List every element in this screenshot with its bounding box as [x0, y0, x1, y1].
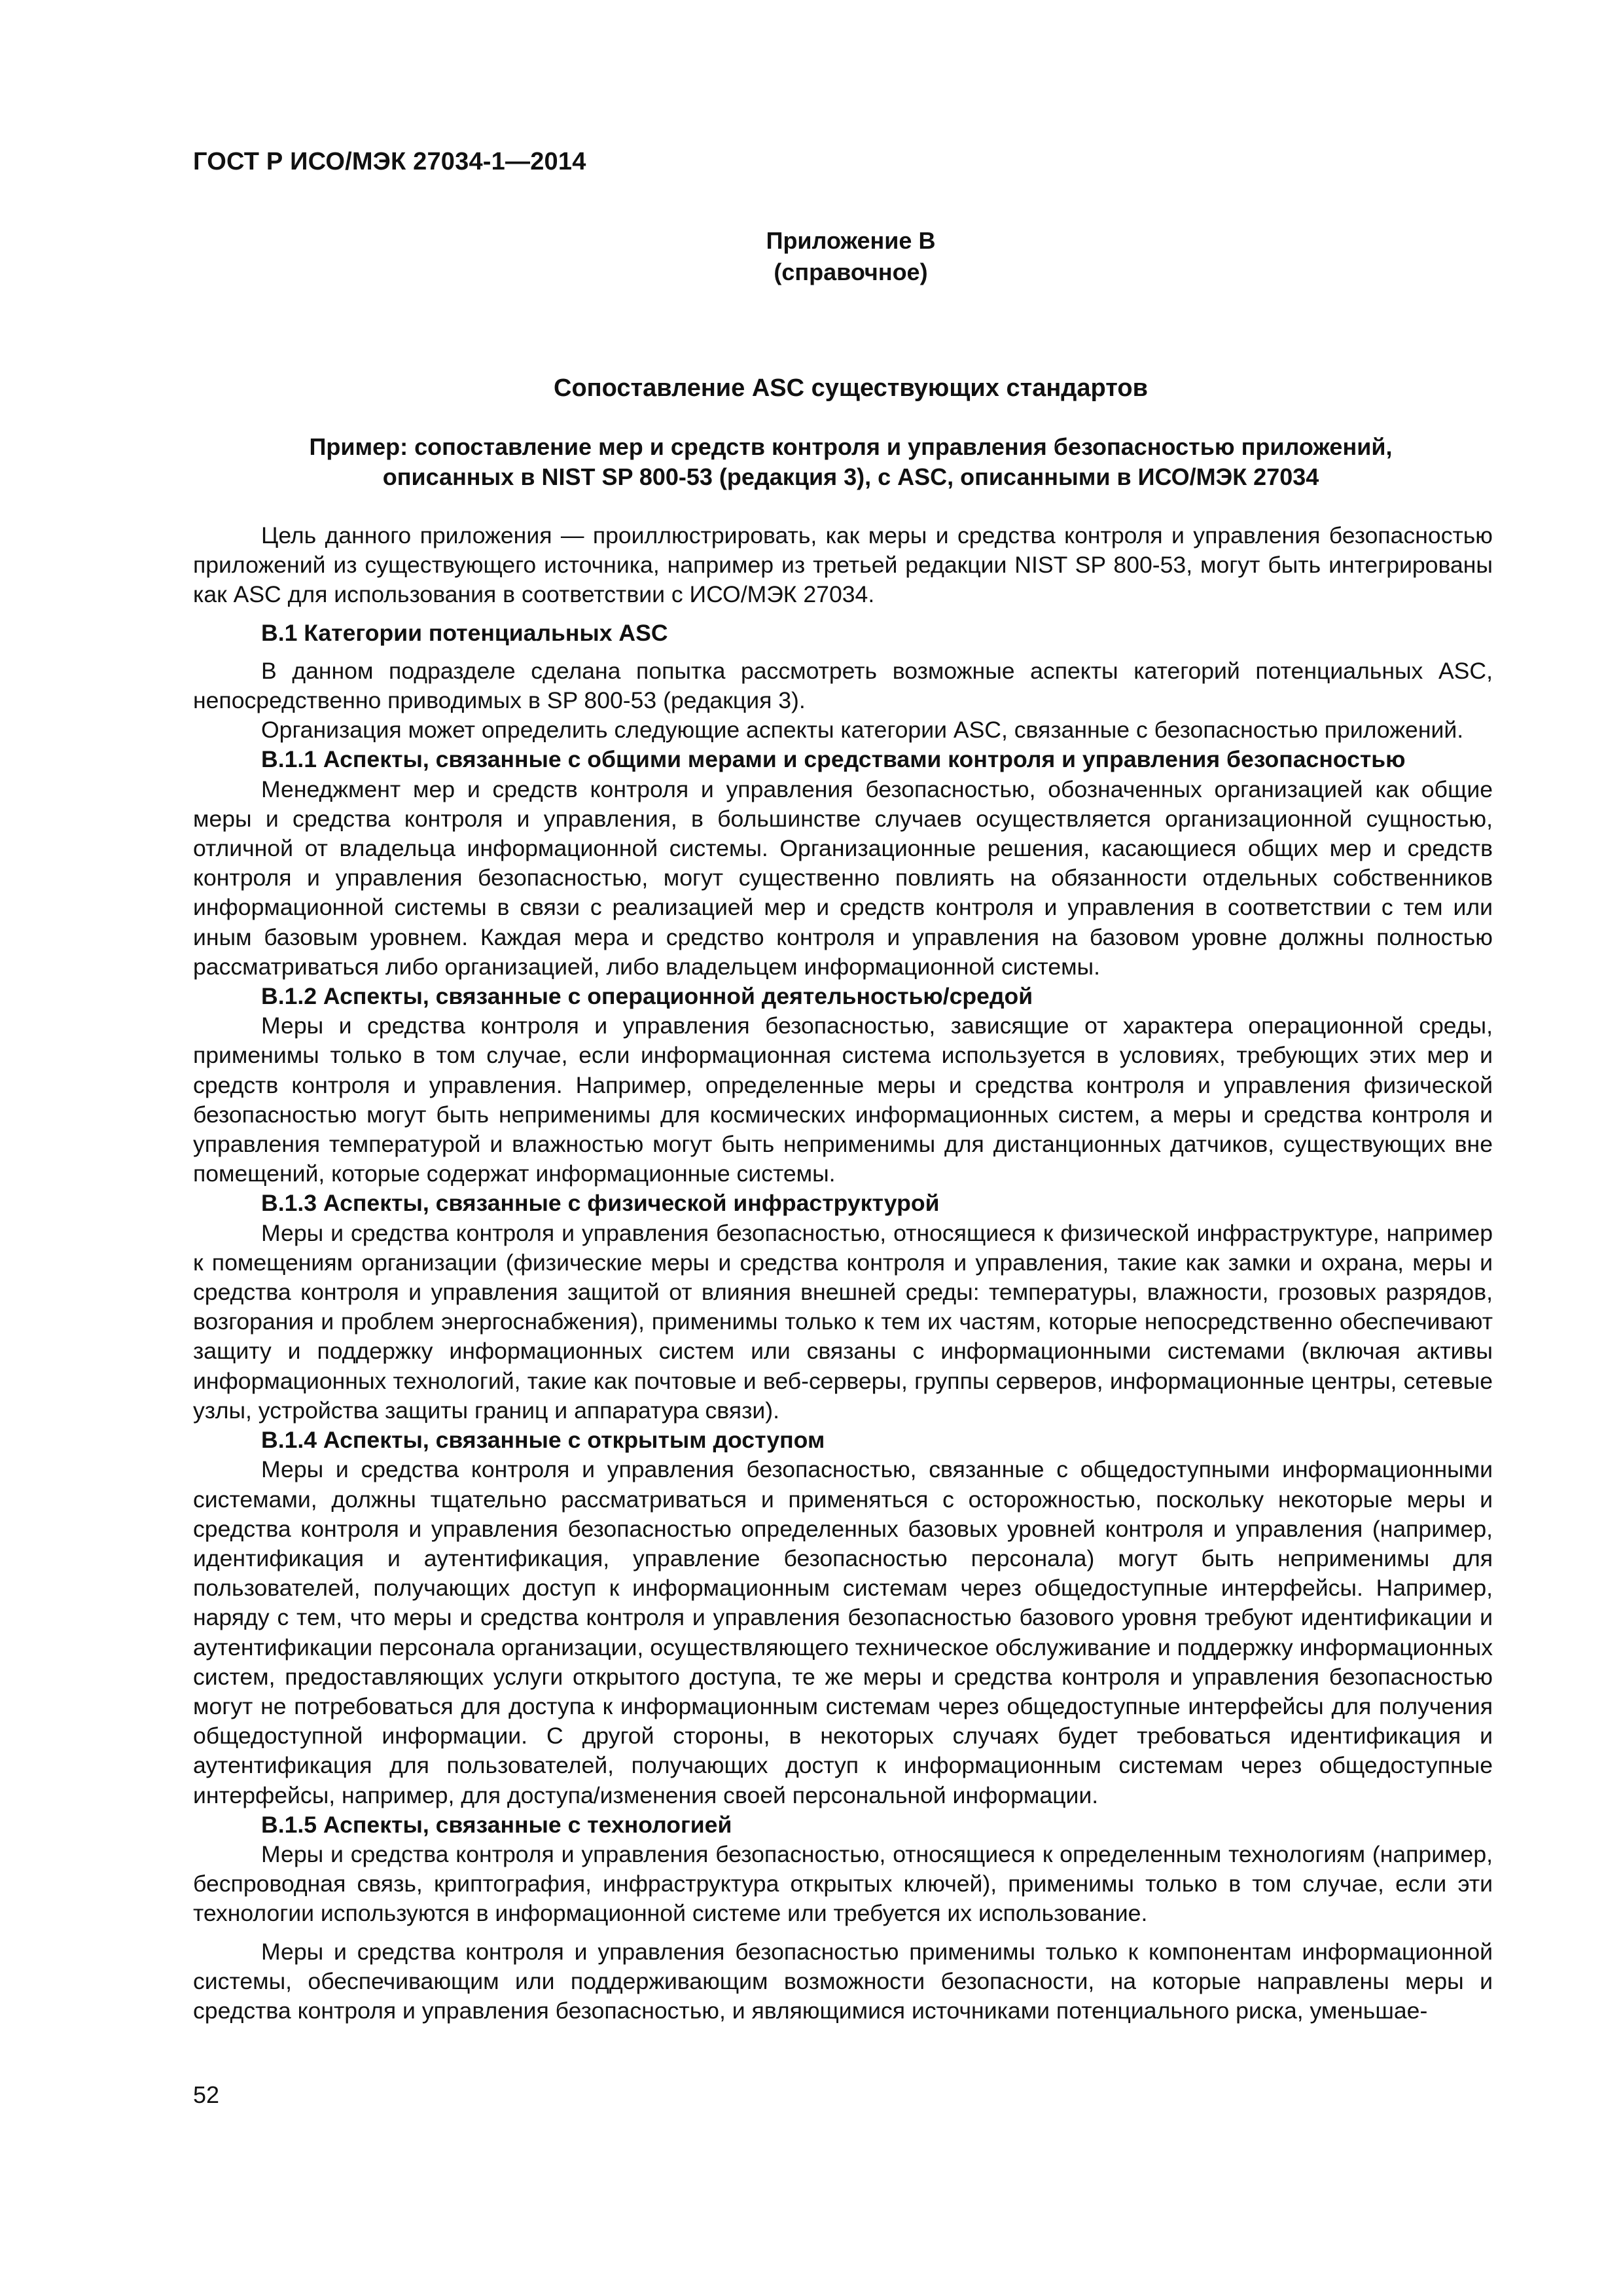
document-header: ГОСТ Р ИСО/МЭК 27034-1—2014	[193, 148, 586, 175]
section-heading-b1-4: В.1.4 Аспекты, связанные с открытым доступом	[261, 1427, 825, 1454]
page-number: 52	[193, 2081, 220, 2108]
intro-paragraph: Цель данного приложения — проиллюстрировать, как меры и средства контроля и управления безопасностью приложений из существующего источника, например из третьей редакции NIST SP 800-53, могут быть интегрированы как ASC для использования в соответствии с ИСО/МЭК 27034.	[193, 522, 1493, 608]
section-heading-b1-2: В.1.2 Аспекты, связанные с операционной деятельностью/средой	[261, 983, 1033, 1010]
paragraph-b1-3-text: Меры и средства контроля и управления безопасностью, относящиеся к физической инфраструктуре, например к помещениям организации (физические меры и средства контроля и управления, такие как замки и охрана, меры и средства контроля и управления защитой от влияния внешней среды: температуры, влажности, грозовых разрядов, возгорания и проблем энергоснабжения), применимы только к тем их частям, которые непосредственно обеспечивают защиту и поддержку информационных систем или связаны с информационными системами (включая активы информационных технологий, такие как почтовые и веб-серверы, группы серверов, информационные центры, сетевые узлы, устройства защиты границ и аппаратура связи).	[193, 1219, 1493, 1424]
section-heading-b1-1: В.1.1 Аспекты, связанные с общими мерами и средствами контроля и управления безопасностью	[261, 746, 1406, 773]
paragraph-b1-1-text: Менеджмент мер и средств контроля и управления безопасностью, обозначенных организацией как общие меры и средства контроля и управления, в большинстве случаев осуществляется организационной сущностью, отличной от владельца информационной системы. Организационные решения, касающиеся общих мер и средств контроля и управления безопасностью, могут существенно повлиять на обязанности отдельных собственников информационной системы в связи с реализацией мер и средств контроля и управления в соответствии с тем или иным базовым уровнем. Каждая мера и средство контроля и управления на базовом уровне должны полностью рассматриваться либо организацией, либо владельцем информационной системы.	[193, 776, 1493, 980]
appendix-label: Приложение В	[766, 227, 936, 254]
paragraph-b1-2: Организация может определить следующие аспекты категории ASC, связанные с безопасностью приложений.	[261, 717, 1464, 744]
appendix-title: Сопоставление ASC существующих стандартов	[554, 374, 1148, 402]
section-heading-b1: В.1 Категории потенциальных ASC	[261, 619, 668, 646]
paragraph-b1-4-text: Меры и средства контроля и управления безопасностью, связанные с общедоступными информационными системами, должны тщательно рассматриваться и применяться с осторожностью, поскольку некоторые меры и средства контроля и управления безопасностью определенных базовых уровней контроля и управления (например, идентификация и аутентификация, управление безопасностью персонала) могут быть неприменимы для пользователей, получающих доступ к информационным системам через общедоступные интерфейсы. Например, наряду с тем, что меры и средства контроля и управления безопасностью базового уровня требуют идентификации и аутентификации персонала организации, осуществляющего техническое обслуживание и поддержку информационных систем, предоставляющих услуги открытого доступа, те же меры и средства контроля и управления безопасностью могут не потребоваться для доступа к информационным системам через общедоступные интерфейсы для получения общедоступной информации. С другой стороны, в некоторых случаях будет требоваться идентификация и аутентификация для пользователей, получающих доступ к информационным системам через общедоступные интерфейсы, например, для доступа/изменения своей персональной информации.	[193, 1456, 1493, 1808]
document-body	[193, 521, 1493, 2026]
appendix-type: (справочное)	[774, 259, 928, 285]
appendix-subtitle-line-2: описанных в NIST SP 800-53 (редакция 3), с ASC, описанными в ИСО/МЭК 27034	[382, 463, 1319, 490]
appendix-subtitle-line-1: Пример: сопоставление мер и средств контроля и управления безопасностью приложений,	[309, 433, 1393, 460]
section-heading-b1-5: В.1.5 Аспекты, связанные с технологией	[261, 1811, 732, 1838]
section-heading-b1-3: В.1.3 Аспекты, связанные с физической инфраструктурой	[261, 1190, 940, 1217]
paragraph-b1-5-text-2: Меры и средства контроля и управления безопасностью применимы только к компонентам информационной системы, обеспечивающим или поддерживающим возможности безопасности, на которые направлены меры и средства контроля и управления безопасностью, и являющимися источниками потенциального риска, уменьшае-	[193, 1938, 1493, 2024]
paragraph-b1-1: В данном подразделе сделана попытка рассмотреть возможные аспекты категорий потенциальных ASC, непосредственно приводимых в SP 800-53 (редакция 3).	[193, 657, 1493, 714]
paragraph-b1-5-text-1: Меры и средства контроля и управления безопасностью, относящиеся к определенным технологиям (например, беспроводная связь, криптография, инфраструктура открытых ключей), применимы только в том случае, если эти технологии используются в информационной системе или требуется их использование.	[193, 1840, 1493, 1927]
paragraph-b1-2-text: Меры и средства контроля и управления безопасностью, зависящие от характера операционной среды, применимы только в том случае, если информационная система используется в условиях, требующих этих мер и средств контроля и управления. Например, определенные меры и средства контроля и управления физической безопасностью могут быть неприменимы для космических информационных систем, а меры и средства контроля и управления температурой и влажностью могут быть неприменимы для дистанционных датчиков, существующих вне помещений, которые содержат информационные системы.	[193, 1013, 1493, 1187]
